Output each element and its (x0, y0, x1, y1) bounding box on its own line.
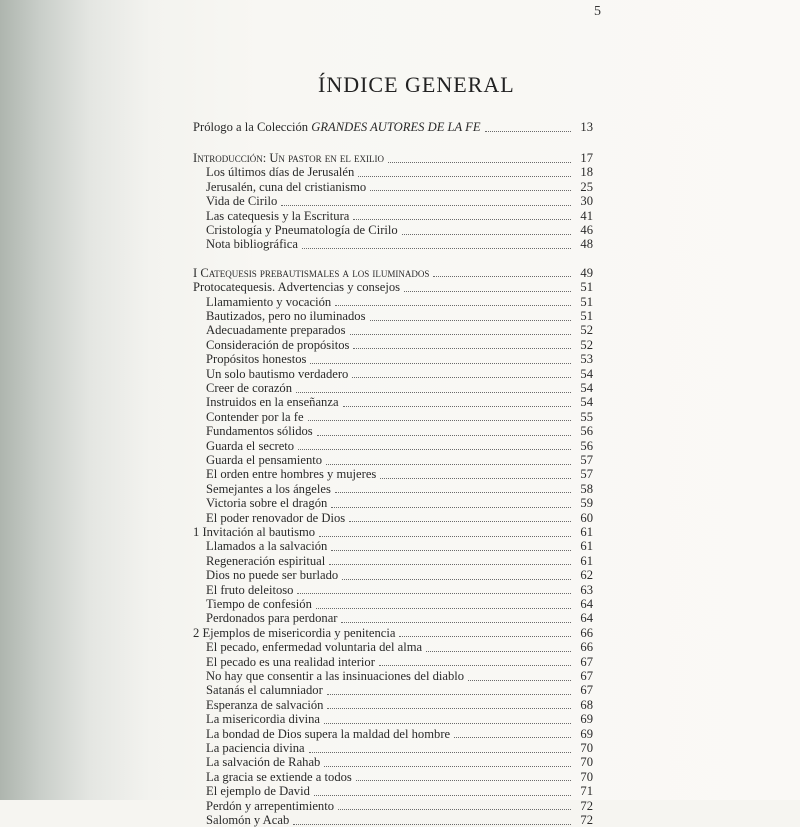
toc-page-number: 71 (580, 784, 593, 799)
toc-page-number: 49 (580, 265, 593, 280)
toc-entry (193, 280, 593, 294)
toc-page-number: 62 (580, 568, 593, 583)
toc-entry (193, 626, 593, 640)
toc-subentry (193, 424, 593, 438)
toc-entry-label: Jerusalén, cuna del cristianismo (206, 179, 367, 194)
toc-entry-label: I Catequesis prebautismales a los iluminados (193, 265, 430, 280)
toc-entry-label: Semejantes a los ángeles (206, 481, 331, 496)
toc-subentry (193, 539, 593, 553)
leader-dots (331, 499, 571, 508)
toc-subentry (193, 209, 593, 223)
toc-entry-label: El ejemplo de David (206, 784, 310, 799)
toc-page-number: 60 (580, 510, 593, 525)
leader-dots (324, 715, 571, 724)
leader-dots (317, 427, 571, 436)
toc-subentry (193, 784, 593, 798)
toc-entry-label: No hay que consentir a las insinuaciones del diablo (206, 669, 465, 683)
leader-dots (293, 816, 571, 825)
leader-dots (326, 456, 571, 465)
toc-subentry (193, 410, 593, 424)
leader-dots (335, 484, 571, 493)
toc-subentry (193, 640, 593, 654)
toc-entry-label: 2 Ejemplos de misericordia y penitencia (193, 625, 396, 640)
toc-page-number: 64 (580, 597, 593, 611)
toc-entry-label: Salomón y Acab (206, 813, 290, 827)
leader-dots (350, 326, 571, 335)
toc-page-number: 63 (580, 582, 593, 597)
toc-page-number: 17 (580, 151, 593, 165)
toc-entry (193, 266, 593, 280)
page-number: 5 (594, 4, 601, 19)
leader-dots (380, 470, 571, 479)
toc-subentry (193, 237, 593, 251)
toc-page-number: 13 (580, 120, 593, 134)
toc-entry-label: La paciencia divina (206, 741, 305, 755)
toc-entry-label: Satanás el calumniador (206, 683, 323, 698)
toc-subentry (193, 338, 593, 352)
toc-entry-label: Perdonados para perdonar (206, 611, 338, 626)
leader-dots (308, 412, 571, 421)
leader-dots (302, 240, 571, 249)
toc-subentry (193, 453, 593, 467)
leader-dots (370, 312, 572, 321)
leader-dots (310, 355, 571, 364)
toc-subentry (193, 352, 593, 366)
leader-dots (402, 226, 571, 235)
leader-dots (343, 398, 571, 407)
leader-dots (329, 556, 571, 565)
toc-subentry (193, 669, 593, 683)
leader-dots (327, 686, 571, 695)
leader-dots (388, 154, 571, 163)
toc-entry-label: Introducción: Un pastor en el exilio (193, 151, 385, 165)
toc-subentry (193, 381, 593, 395)
toc-entry-label: El pecado es una realidad interior (206, 654, 375, 669)
toc-subentry (193, 482, 593, 496)
toc-page-number: 54 (580, 381, 593, 395)
toc-page-number: 61 (580, 553, 593, 568)
toc-subentry (193, 439, 593, 453)
leader-dots (349, 513, 571, 522)
toc-subentry (193, 741, 593, 755)
toc-page-number: 69 (580, 726, 593, 741)
toc-page-number: 52 (580, 337, 593, 352)
toc-subentry (193, 799, 593, 813)
toc-page-number: 51 (580, 280, 593, 295)
page-title: ÍNDICE GENERAL (318, 72, 515, 97)
toc-entry-label-wrap (193, 120, 481, 134)
leader-dots (309, 744, 571, 753)
toc-page-number: 57 (580, 467, 593, 482)
toc-page-number: 54 (580, 395, 593, 410)
toc-page-number: 52 (580, 323, 593, 338)
toc-page-number: 58 (580, 481, 593, 496)
toc-page-number: 64 (580, 611, 593, 626)
toc-subentry (193, 554, 593, 568)
toc-page-number: 56 (580, 438, 593, 453)
leader-dots (358, 168, 571, 177)
toc-entry-label: La bondad de Dios supera la maldad del hombre (206, 726, 451, 741)
toc-page-number: 67 (580, 654, 593, 669)
toc-page-number: 72 (580, 813, 593, 827)
toc-entry-label: La gracia se extiende a todos (206, 769, 352, 784)
toc-entry-label: Perdón y arrepentimiento (206, 798, 334, 813)
toc-page-number: 51 (580, 309, 593, 323)
toc-subentry (193, 698, 593, 712)
toc-subentry (193, 496, 593, 510)
toc-entry-label: Guarda el pensamiento (206, 453, 323, 467)
toc-page-number: 70 (580, 741, 593, 755)
leader-dots (399, 628, 571, 637)
toc-subentry (193, 770, 593, 784)
toc-page-number: 46 (580, 223, 593, 237)
toc-entry-label: La misericordia divina (206, 712, 321, 727)
toc-subentry (193, 367, 593, 381)
toc-page-number: 41 (580, 208, 593, 223)
leader-dots (426, 643, 571, 652)
toc-page-number: 56 (580, 424, 593, 439)
leader-dots (342, 571, 571, 580)
toc-entry (193, 151, 593, 165)
toc-page-number: 30 (580, 194, 593, 209)
toc-entry-label: Guarda el secreto (206, 438, 295, 453)
toc-subentry (193, 194, 593, 208)
toc-page-number: 61 (580, 539, 593, 554)
toc-entry-label: Nota bibliográfica (206, 237, 298, 252)
toc-subentry (193, 611, 593, 625)
leader-dots (331, 542, 571, 551)
leader-dots (379, 657, 571, 666)
toc-page-number: 61 (580, 525, 593, 539)
toc-subentry (193, 568, 593, 582)
toc-subentry (193, 511, 593, 525)
leader-dots (298, 441, 571, 450)
toc-page-number: 59 (580, 496, 593, 511)
toc-entry-label: 1 Invitación al bautismo (193, 525, 316, 539)
leader-dots (352, 369, 571, 378)
toc-entry-label: Los últimos días de Jerusalén (206, 165, 355, 180)
toc-entry-label: La salvación de Rahab (206, 755, 321, 770)
toc-page-number: 67 (580, 669, 593, 683)
toc-page-number: 57 (580, 453, 593, 467)
leader-dots (433, 268, 571, 277)
toc-entry-label: Bautizados, pero no iluminados (206, 309, 366, 323)
toc-page-number: 18 (580, 165, 593, 180)
toc-page-number: 70 (580, 755, 593, 770)
leader-dots (370, 182, 571, 191)
toc-page-number: 70 (580, 769, 593, 784)
toc-entry-label: Creer de corazón (206, 381, 293, 395)
toc-subentry (193, 180, 593, 194)
toc-subentry (193, 712, 593, 726)
toc-subentry (193, 467, 593, 481)
leader-dots (281, 197, 571, 206)
toc-subentry (193, 309, 593, 323)
toc-entry-label: Prólogo a la Colección (193, 120, 312, 134)
leader-dots (296, 384, 571, 393)
leader-dots (327, 700, 571, 709)
leader-dots (341, 614, 571, 623)
toc-entry-label: Consideración de propósitos (206, 337, 350, 352)
toc-page-number: 25 (580, 179, 593, 194)
toc-page-number: 66 (580, 640, 593, 655)
toc-entry-label: El pecado, enfermedad voluntaria del alma (206, 640, 423, 655)
toc-entry (193, 120, 593, 134)
toc-entry-label: El fruto deleitoso (206, 582, 294, 597)
toc-page-number: 55 (580, 409, 593, 424)
leader-dots (314, 787, 571, 796)
toc-entry-label: Victoria sobre el dragón (206, 496, 328, 511)
leader-dots (338, 801, 571, 810)
toc-subentry (193, 655, 593, 669)
toc-page-number: 51 (580, 294, 593, 309)
toc-entry-label: El poder renovador de Dios (206, 510, 346, 525)
toc-entry-label: Protocatequesis. Advertencias y consejos (193, 280, 401, 295)
toc-subentry (193, 223, 593, 237)
leader-dots (404, 283, 571, 292)
toc-subentry (193, 323, 593, 337)
toc-entry-label-italic: GRANDES AUTORES DE LA FE (311, 120, 481, 134)
leader-dots (316, 600, 571, 609)
toc-entry-label: Propósitos honestos (206, 352, 307, 367)
toc-entry-label: El orden entre hombres y mujeres (206, 467, 377, 482)
toc-subentry (193, 165, 593, 179)
toc-page-number: 48 (580, 237, 593, 252)
leader-dots (356, 772, 571, 781)
toc-subentry (193, 295, 593, 309)
toc-page-number: 68 (580, 697, 593, 712)
toc-entry-label: Cristología y Pneumatología de Cirilo (206, 223, 398, 237)
toc-entry-label: Adecuadamente preparados (206, 323, 346, 338)
toc-page-number: 72 (580, 798, 593, 813)
toc-entry-label: Un solo bautismo verdadero (206, 366, 349, 381)
toc-subentry (193, 727, 593, 741)
leader-dots (324, 758, 571, 767)
toc-page-number: 66 (580, 625, 593, 640)
leader-dots (319, 528, 571, 537)
toc-subentry (193, 395, 593, 409)
toc-entry-label: Regeneración espiritual (206, 553, 326, 568)
toc-subentry (193, 683, 593, 697)
toc-page-number: 67 (580, 683, 593, 698)
toc-entry-label: Fundamentos sólidos (206, 424, 313, 439)
toc-entry (193, 525, 593, 539)
toc-entry-label: Contender por la fe (206, 409, 304, 424)
toc-entry-label: Vida de Cirilo (206, 194, 278, 209)
toc-entry-label: Tiempo de confesión (206, 597, 312, 611)
toc-subentry (193, 597, 593, 611)
toc-subentry (193, 755, 593, 769)
leader-dots (485, 123, 571, 132)
leader-dots (468, 672, 571, 681)
toc-entry-label: Llamados a la salvación (206, 539, 328, 554)
leader-dots (454, 729, 571, 738)
toc-entry-label: Esperanza de salvación (206, 697, 324, 712)
leader-dots (335, 297, 571, 306)
toc-entry-label: Instruidos en la enseñanza (206, 395, 339, 410)
leader-dots (297, 585, 571, 594)
toc-entry-label: Las catequesis y la Escritura (206, 208, 350, 223)
toc-entry-label: Dios no puede ser burlado (206, 568, 339, 583)
toc-page-number: 69 (580, 712, 593, 727)
toc-entry-label: Llamamiento y vocación (206, 294, 332, 309)
toc-page-number: 53 (580, 352, 593, 367)
leader-dots (353, 211, 571, 220)
toc-page-number: 54 (580, 366, 593, 381)
toc-subentry (193, 813, 593, 827)
toc-subentry (193, 583, 593, 597)
leader-dots (353, 340, 571, 349)
